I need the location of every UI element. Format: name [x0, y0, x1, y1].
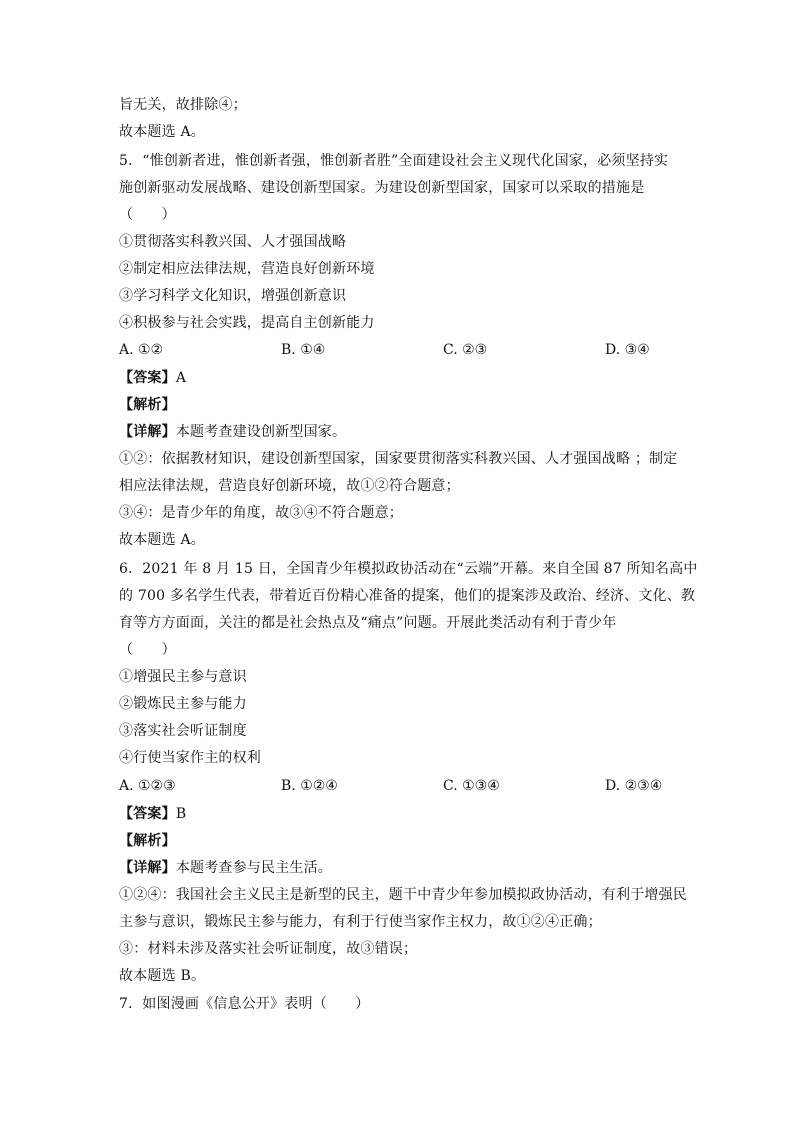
- q5-answer: [119, 369, 186, 387]
- q5-paren: （ ）: [119, 207, 176, 223]
- q5-option-a: A. ①②: [119, 342, 164, 358]
- q6-explanation-line-1: ①②④：我国社会主义民主是新型的民主，题干中青少年参加模拟政协活动，有利于增强民: [119, 887, 687, 903]
- q6-detail-text: 本题考查参与民主生活。: [175, 860, 333, 876]
- q6-item-4: ④行使当家作主的权利: [119, 750, 261, 766]
- q6-option-c: C. ①③④: [443, 778, 500, 794]
- q6-option-d: D. ②③④: [605, 778, 663, 794]
- q6-option-a: A. ①②③: [119, 778, 176, 794]
- q5-explanation-line-1: ①②：依据教材知识，建设创新型国家，国家要贯彻落实科教兴国、人才强国战略 ；制定: [119, 451, 678, 467]
- q6-item-3: ③落实社会听证制度: [119, 723, 247, 739]
- q7-stem: 7．如图漫画《信息公开》表明（ ）: [119, 996, 370, 1012]
- q5-detail-text: 本题考查建设创新型国家。: [175, 424, 347, 440]
- q5-stem-line-1: 5．“惟创新者进，惟创新者强，惟创新者胜”全面建设社会主义现代化国家，必须坚持实: [119, 153, 669, 169]
- q6-stem-line-3: 育等方方面面，关注的都是社会热点及“痛点”问题。开展此类活动有利于青少年: [119, 615, 617, 631]
- q6-option-b: B. ①②④: [281, 778, 338, 794]
- q6-answer-label: 【答案】: [119, 806, 176, 822]
- q5-detail-label: 【详解】: [119, 424, 176, 440]
- q6-item-1: ①增强民主参与意识: [119, 669, 247, 685]
- q5-answer-value: A: [175, 370, 187, 386]
- q5-option-b: B. ①④: [281, 342, 326, 358]
- q6-stem-line-2: 的 700 多名学生代表，带着近百份精心准备的提案，他们的提案涉及政治、经济、文化、教: [119, 588, 696, 604]
- q6-paren: （ ）: [119, 642, 176, 658]
- q6-detail: [119, 859, 332, 877]
- q5-conclusion: 故本题选 A。: [119, 532, 205, 548]
- q5-item-1: ①贯彻落实科教兴国、人才强国战略: [119, 234, 347, 250]
- q6-analysis-label: 【解析】: [119, 833, 176, 849]
- q5-item-3: ③学习科学文化知识，增强创新意识: [119, 288, 347, 304]
- q5-explanation-line-2: 相应法律法规，营造良好创新环境，故①②符合题意；: [119, 478, 460, 494]
- q6-explanation-line-2: 主参与意识，锻炼民主参与能力，有利于行使当家作主权力，故①②④正确；: [119, 914, 602, 930]
- q6-conclusion: 故本题选 B。: [119, 968, 206, 984]
- q6-answer-value: B: [175, 806, 187, 822]
- q6-stem-line-1: 6．2021 年 8 月 15 日，全国青少年模拟政协活动在“云端”开幕。来自全国 87 所知名高中: [119, 561, 698, 577]
- q5-option-c: C. ②③: [443, 342, 488, 358]
- q5-stem-line-2: 施创新驱动发展战略、建设创新型国家。为建设创新型国家，国家可以采取的措施是: [119, 180, 645, 196]
- q6-detail-label: 【详解】: [119, 860, 176, 876]
- q6-answer: [119, 805, 186, 823]
- q5-detail: [119, 423, 346, 441]
- q5-analysis-label: 【解析】: [119, 397, 176, 413]
- q6-item-2: ②锻炼民主参与能力: [119, 696, 247, 712]
- q5-item-4: ④积极参与社会实践，提高自主创新能力: [119, 315, 375, 331]
- prev-conclusion: 故本题选 A。: [119, 124, 205, 140]
- prev-explanation-line: 旨无关，故排除④；: [119, 97, 247, 113]
- q5-item-2: ②制定相应法律法规，营造良好创新环境: [119, 261, 375, 277]
- q6-explanation-line-3: ③：材料未涉及落实社会听证制度，故③错误；: [119, 941, 418, 957]
- q5-answer-label: 【答案】: [119, 370, 176, 386]
- q5-option-d: D. ③④: [605, 342, 650, 358]
- q5-explanation-line-3: ③④：是青少年的角度，故③④不符合题意；: [119, 505, 403, 521]
